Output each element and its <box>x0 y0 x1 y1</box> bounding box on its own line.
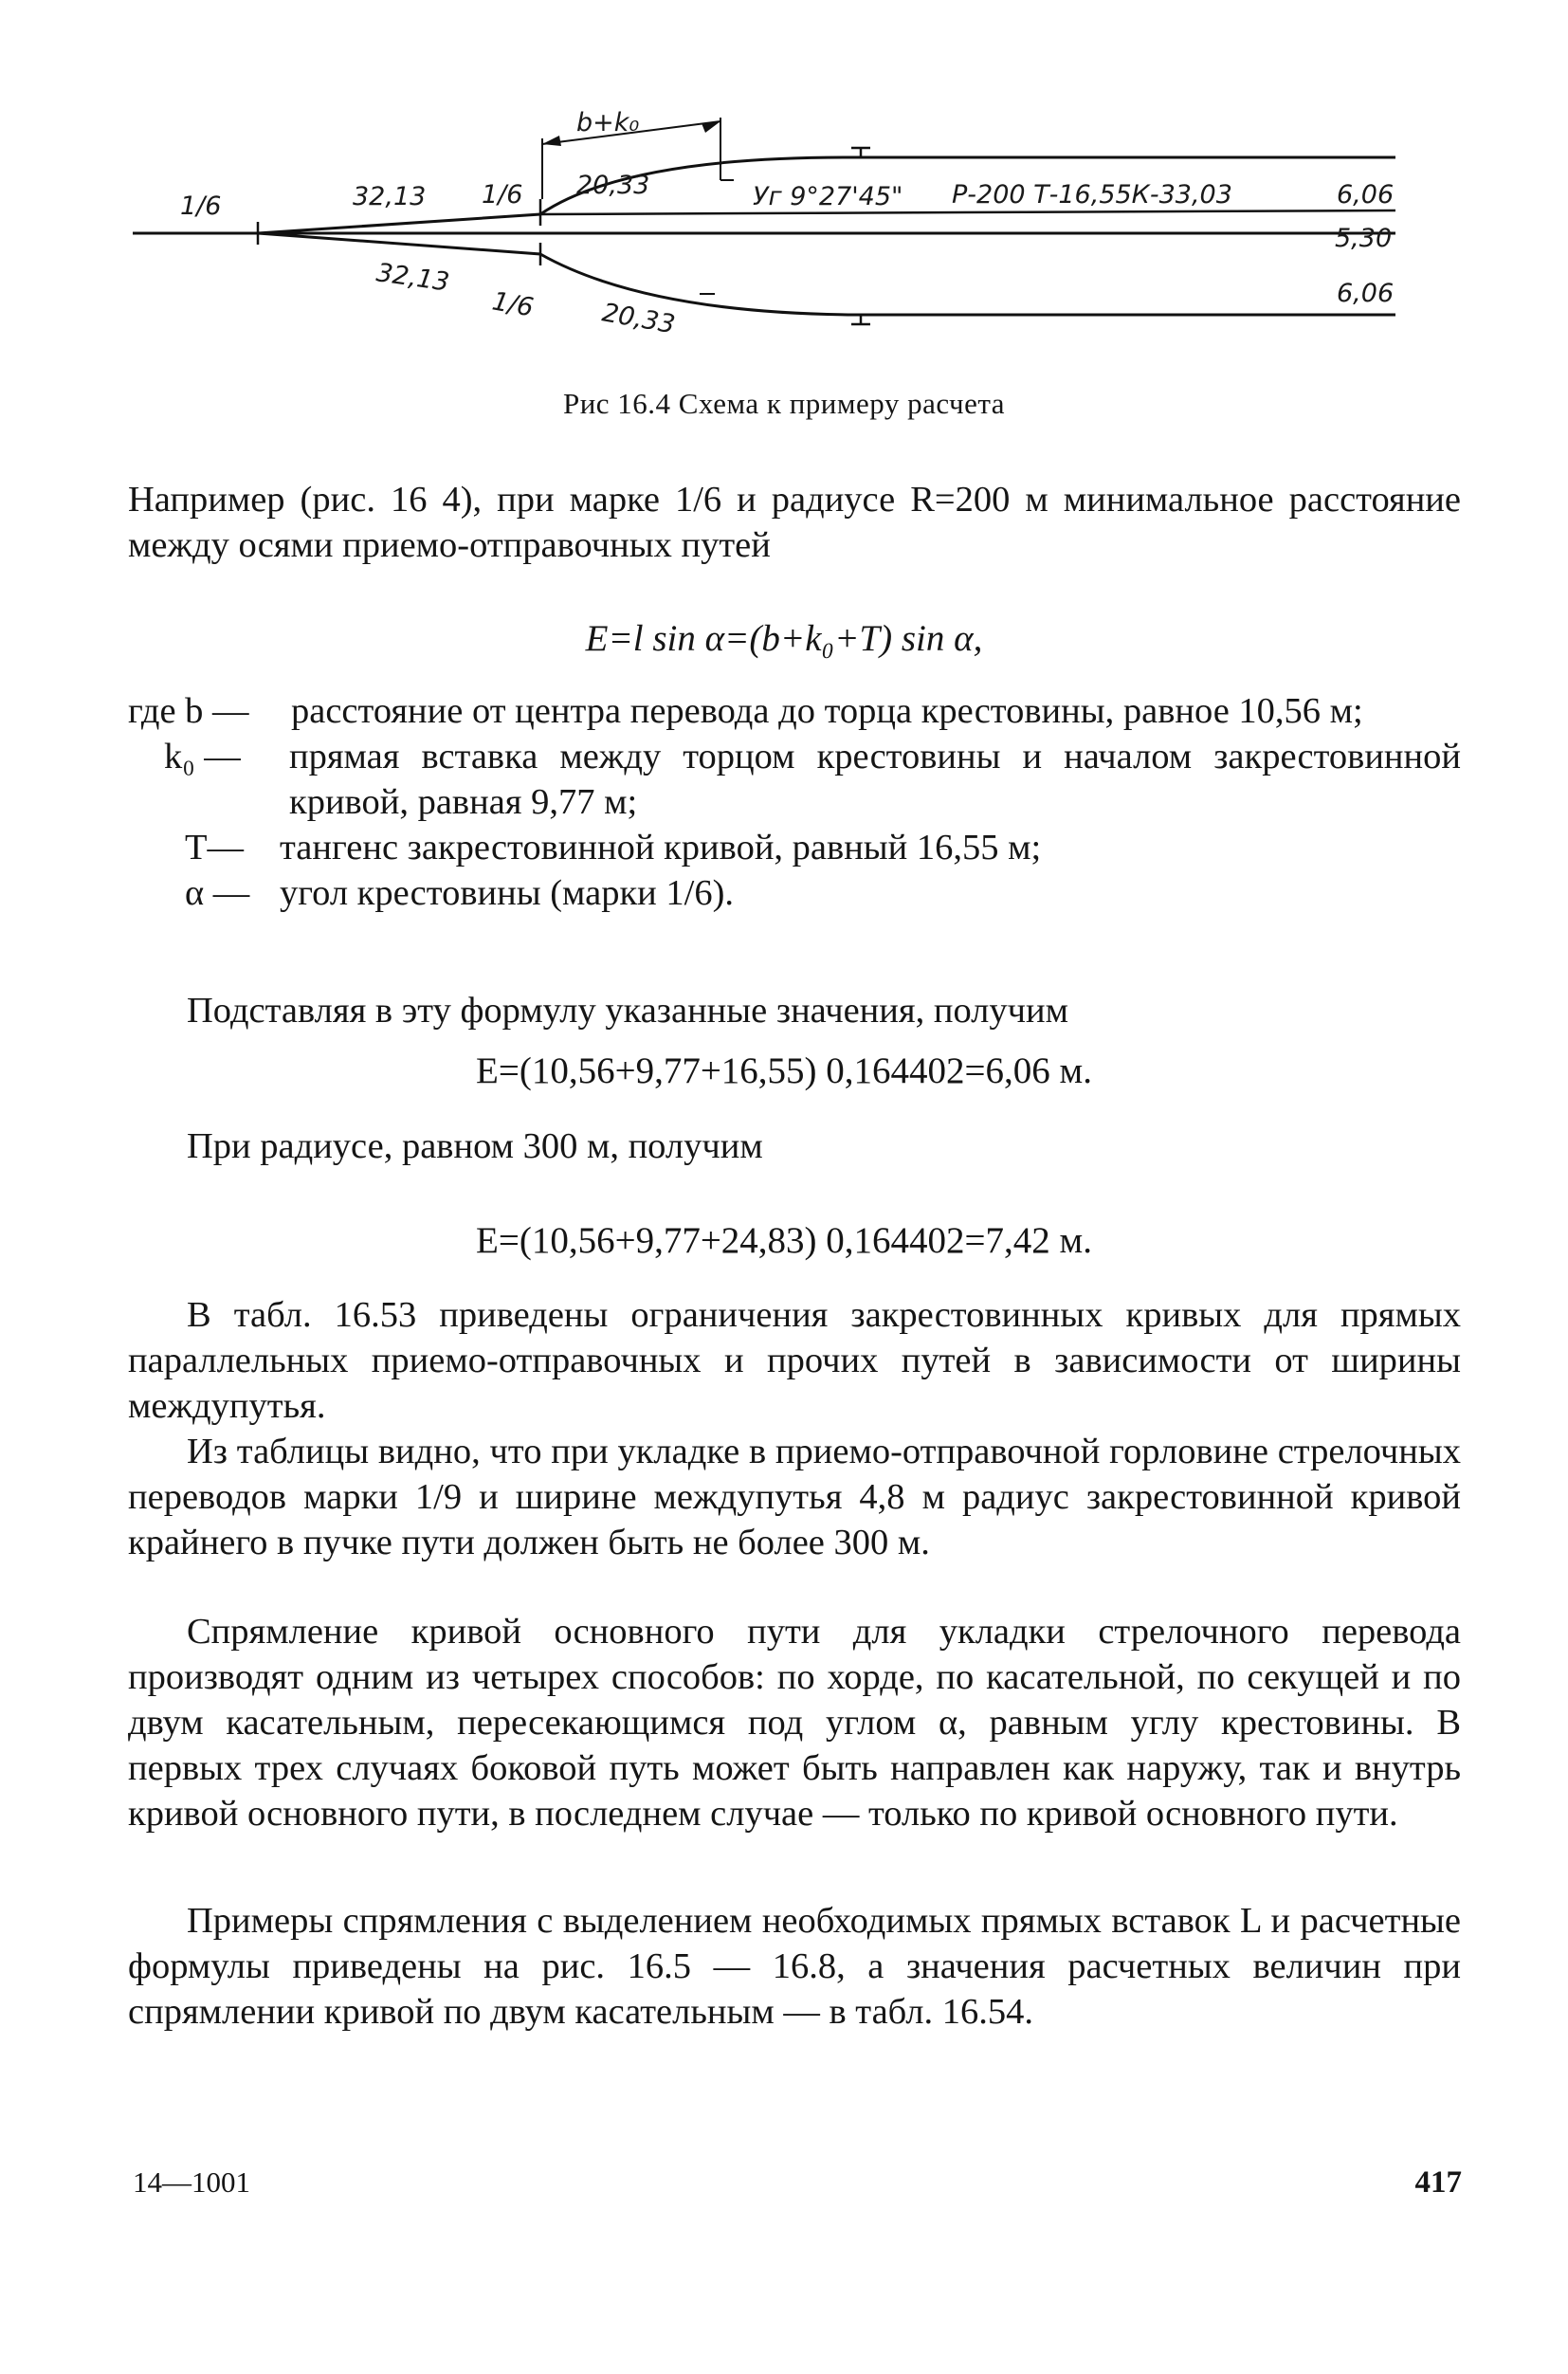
paragraph-example: Например (рис. 16 4), при марке 1/6 и радиусе R=200 м минимальное расстояние между осями приемо-отправочных путей <box>128 480 1461 565</box>
label-32-13-top: 32,13 <box>353 182 427 211</box>
definition-T <box>128 825 1461 870</box>
label-6-06-top: 6,06 <box>1337 180 1395 210</box>
label-20-33-top: 20,33 <box>576 171 650 200</box>
paragraph-table-observation: Из таблицы видно, что при укладке в приемо-отправочной горловине стрелочных переводов марки 1/9 и ширине междупутья 4,8 м радиус закрестовинной кривой крайнего в пучке пути должен быть не более 300 м. <box>128 1432 1461 1562</box>
definition-b <box>128 688 1461 734</box>
figure-caption: Рис 16.4 Схема к примеру расчета <box>562 387 1006 420</box>
definition-text: тангенс закрестовинной кривой, равный 16,55 м; <box>280 828 1042 867</box>
paragraph-examples: Примеры спрямления с выделением необходимых прямых вставок L и расчетные формулы приведены на рис. 16.5 — 16.8, а значения расчетных величин при спрямлении кривой по двум касательным — в табл. 16.54. <box>128 1901 1461 2032</box>
definition-alpha <box>128 870 1461 916</box>
label-1-6-left: 1/6 <box>180 192 222 221</box>
paragraph-radius-300: При радиусе, равном 300 м, получим <box>187 1126 763 1166</box>
definitions-list <box>128 688 1461 916</box>
definition-text: угол крестовины (марки 1/6). <box>280 873 735 913</box>
upper-branch-track <box>540 210 1395 214</box>
formula-result-200: E=(10,56+9,77+16,55) 0,164402=6,06 м. <box>476 1050 1092 1091</box>
label-20-33-bottom: 20,33 <box>599 298 678 340</box>
label-6-06-bottom: 6,06 <box>1337 279 1395 308</box>
label-5-30: 5,30 <box>1335 224 1393 253</box>
paragraph-table-16-53: В табл. 16.53 приведены ограничения закрестовинных кривых для прямых параллельных приемо-отправочных и прочих путей в зависимости от ширины междупутья. <box>128 1295 1461 1426</box>
definition-term: T— <box>185 828 245 867</box>
formula-distance: E=l sin α=(b+k₀+T) sin α, <box>585 618 983 659</box>
label-angle: Уг 9°27'45" <box>753 182 903 211</box>
formula-result-300: E=(10,56+9,77+24,83) 0,164402=7,42 м. <box>476 1220 1092 1261</box>
definition-term: α — <box>185 873 250 913</box>
label-1-6-top: 1/6 <box>482 180 523 210</box>
definition-term: где b — <box>128 691 249 731</box>
track-scheme-figure <box>133 104 1403 351</box>
page-number: 417 <box>1414 2165 1462 2200</box>
definition-text: расстояние от центра перевода до торца крестовины, равное 10,56 м; <box>291 691 1363 731</box>
definition-text: прямая вставка между торцом крестовины и началом закрестовинной кривой, равная 9,77 м; <box>289 737 1461 822</box>
label-1-6-bottom: 1/6 <box>489 286 536 323</box>
paragraph-straightening: Спрямление кривой основного пути для укладки стрелочного перевода производят одним из четырех способов: по хорде, по касательной, по секущей и по двум касательным, пересекающимся под углом α, равным углу крестовины. В первых трех случаях боковой путь может быть направлен как наружу, так и внутрь кривой основного пути, в последнем случае — только по кривой основного пути. <box>128 1612 1461 1834</box>
footer-signature: 14—1001 <box>133 2165 250 2199</box>
definition-term: k₀ — <box>164 737 241 776</box>
bk0-arrow-right <box>702 121 720 133</box>
definition-k0 <box>128 734 1461 825</box>
paragraph-substituting: Подставляя в эту формулу указанные значения, получим <box>187 991 1068 1031</box>
label-curve-params: Р-200 Т-16,55К-33,03 <box>952 180 1232 210</box>
label-32-13-bottom: 32,13 <box>374 258 451 298</box>
track-scheme-diagram <box>133 104 1403 351</box>
label-b-k0: b+k₀ <box>576 108 640 137</box>
